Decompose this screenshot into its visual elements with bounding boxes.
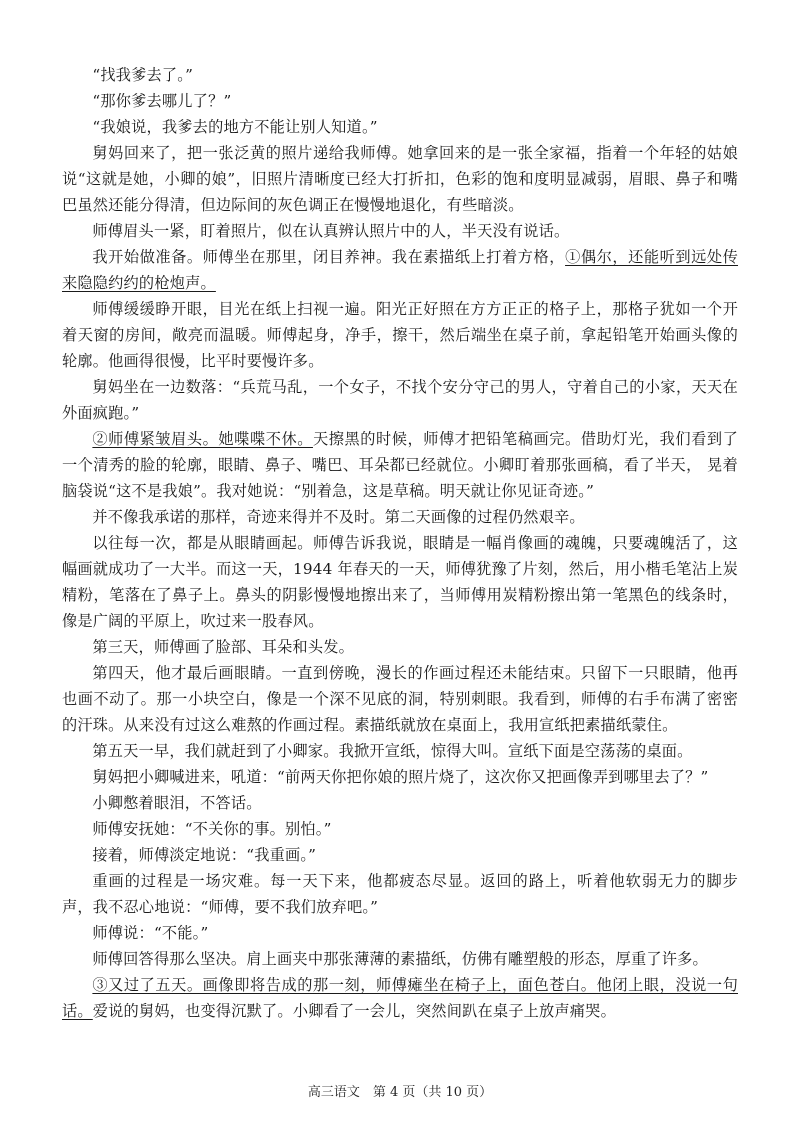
paragraph-9-text: 天擦黑的时候，师傅才把铅笔稿画完。借助灯光，我们看到了一个清秀的脸的轮廓，眼睛、鼻子、嘴巴、耳朵都已经就位。小卿盯着那张画稿，看了半天， 晃着脑袋说“这不是我娘”。我对她说：“别着急，这是草稿。明天就让你见证奇迹。” xyxy=(62,430,738,500)
paragraph-8: 舅妈坐在一边数落：“兵荒马乱，一个女子，不找个安分守己的男人，守着自己的小家，天天在外面疯跑。” xyxy=(62,378,738,422)
paragraph-6 xyxy=(62,244,738,296)
paragraph-16: 小卿憋着眼泪，不答话。 xyxy=(92,794,262,812)
paragraph-18: 接着，师傅淡定地说：“我重画。” xyxy=(92,846,317,864)
paragraph-19: 重画的过程是一场灾难。每一天下来，他都疲态尽显。返回的路上，听着他软弱无力的脚步声，我不忍心地说：“师傅，要不我们放弃吧。” xyxy=(62,872,738,916)
underlined-sentence-1: ①偶尔，还能听到远处传来隐隐约约的枪炮声。 xyxy=(62,248,739,292)
paragraph-5: 师傅眉头一紧，盯着照片，似在认真辨认照片中的人，半天没有说话。 xyxy=(92,222,570,240)
document-body xyxy=(62,62,738,1024)
paragraph-1: “找我爹去了。” xyxy=(92,66,194,84)
paragraph-9 xyxy=(62,426,738,504)
paragraph-22 xyxy=(62,972,738,1024)
paragraph-7: 师傅缓缓睁开眼，目光在纸上扫视一遍。阳光正好照在方方正正的格子上，那格子犹如一个开着天窗的房间，敞亮而温暖。师傅起身，净手，擦干，然后端坐在桌子前，拿起铅笔开始画头像的轮廓。他画得很慢，比平时要慢许多。 xyxy=(62,300,738,370)
underlined-sentence-2: ②师傅紧皱眉头。她喋喋不休。 xyxy=(92,430,313,448)
paragraph-15: 舅妈把小卿喊进来，吼道：“前两天你把你娘的照片烧了，这次你又把画像弄到哪里去了？” xyxy=(92,768,709,786)
underlined-sentence-3: ③又过了五天。画像即将告成的那一刻，师傅瘫坐在椅子上，面色苍白。他闭上眼，没说一句话。 xyxy=(62,976,738,1020)
paragraph-3: “我娘说，我爹去的地方不能让别人知道。” xyxy=(92,118,378,136)
paragraph-6-text: 我开始做准备。师傅坐在那里，闭目养神。我在素描纸上打着方格， xyxy=(92,248,566,266)
paragraph-4: 舅妈回来了，把一张泛黄的照片递给我师傅。她拿回来的是一张全家福，指着一个年轻的姑娘说“这就是她，小卿的娘”，旧照片清晰度已经大打折扣，色彩的饱和度明显减弱，眉眼、鼻子和嘴巴虽然还能分得清，但边际间的灰色调正在慢慢地退化，有些暗淡。 xyxy=(62,144,738,214)
paragraph-10: 并不像我承诺的那样，奇迹来得并不及时。第二天画像的过程仍然艰辛。 xyxy=(92,508,585,526)
paragraph-12: 第三天，师傅画了脸部、耳朵和头发。 xyxy=(92,638,354,656)
paragraph-20: 师傅说：“不能。” xyxy=(92,924,209,942)
paragraph-17: 师傅安抚她：“不关你的事。别怕。” xyxy=(92,820,332,838)
paragraph-13: 第四天，他才最后画眼睛。一直到傍晚，漫长的作画过程还未能结束。只留下一只眼睛，他再也画不动了。那一小块空白，像是一个深不见底的洞，特别刺眼。我看到，师傅的右手布满了密密的汗珠。从来没有过这么难熬的作画过程。素描纸就放在桌面上，我用宣纸把素描纸蒙住。 xyxy=(62,664,738,734)
paragraph-11: 以往每一次，都是从眼睛画起。师傅告诉我说，眼睛是一幅肖像画的魂魄，只要魂魄活了，这幅画就成功了一大半。而这一天，1944 年春天的一天，师傅犹豫了片刻，然后，用小楷毛笔沾上炭精粉，笔落在了鼻子上。鼻头的阴影慢慢地擦出来了，当师傅用炭精粉擦出第一笔黑色的线条时，像是广阔的平原上，吹过来一股春风。 xyxy=(62,534,738,630)
paragraph-2: “那你爹去哪儿了？” xyxy=(92,92,232,110)
page-footer: 高三语文 第 4 页（共 10 页） xyxy=(307,1085,493,1100)
paragraph-14: 第五天一早，我们就赶到了小卿家。我掀开宣纸，惊得大叫。宣纸下面是空荡荡的桌面。 xyxy=(92,742,693,760)
paragraph-21: 师傅回答得那么坚决。肩上画夹中那张薄薄的素描纸，仿佛有雕塑般的形态，厚重了许多。 xyxy=(92,950,708,968)
paragraph-22-text: 爱说的舅妈，也变得沉默了。小卿看了一会儿，突然间趴在桌子上放声痛哭。 xyxy=(92,1002,616,1020)
